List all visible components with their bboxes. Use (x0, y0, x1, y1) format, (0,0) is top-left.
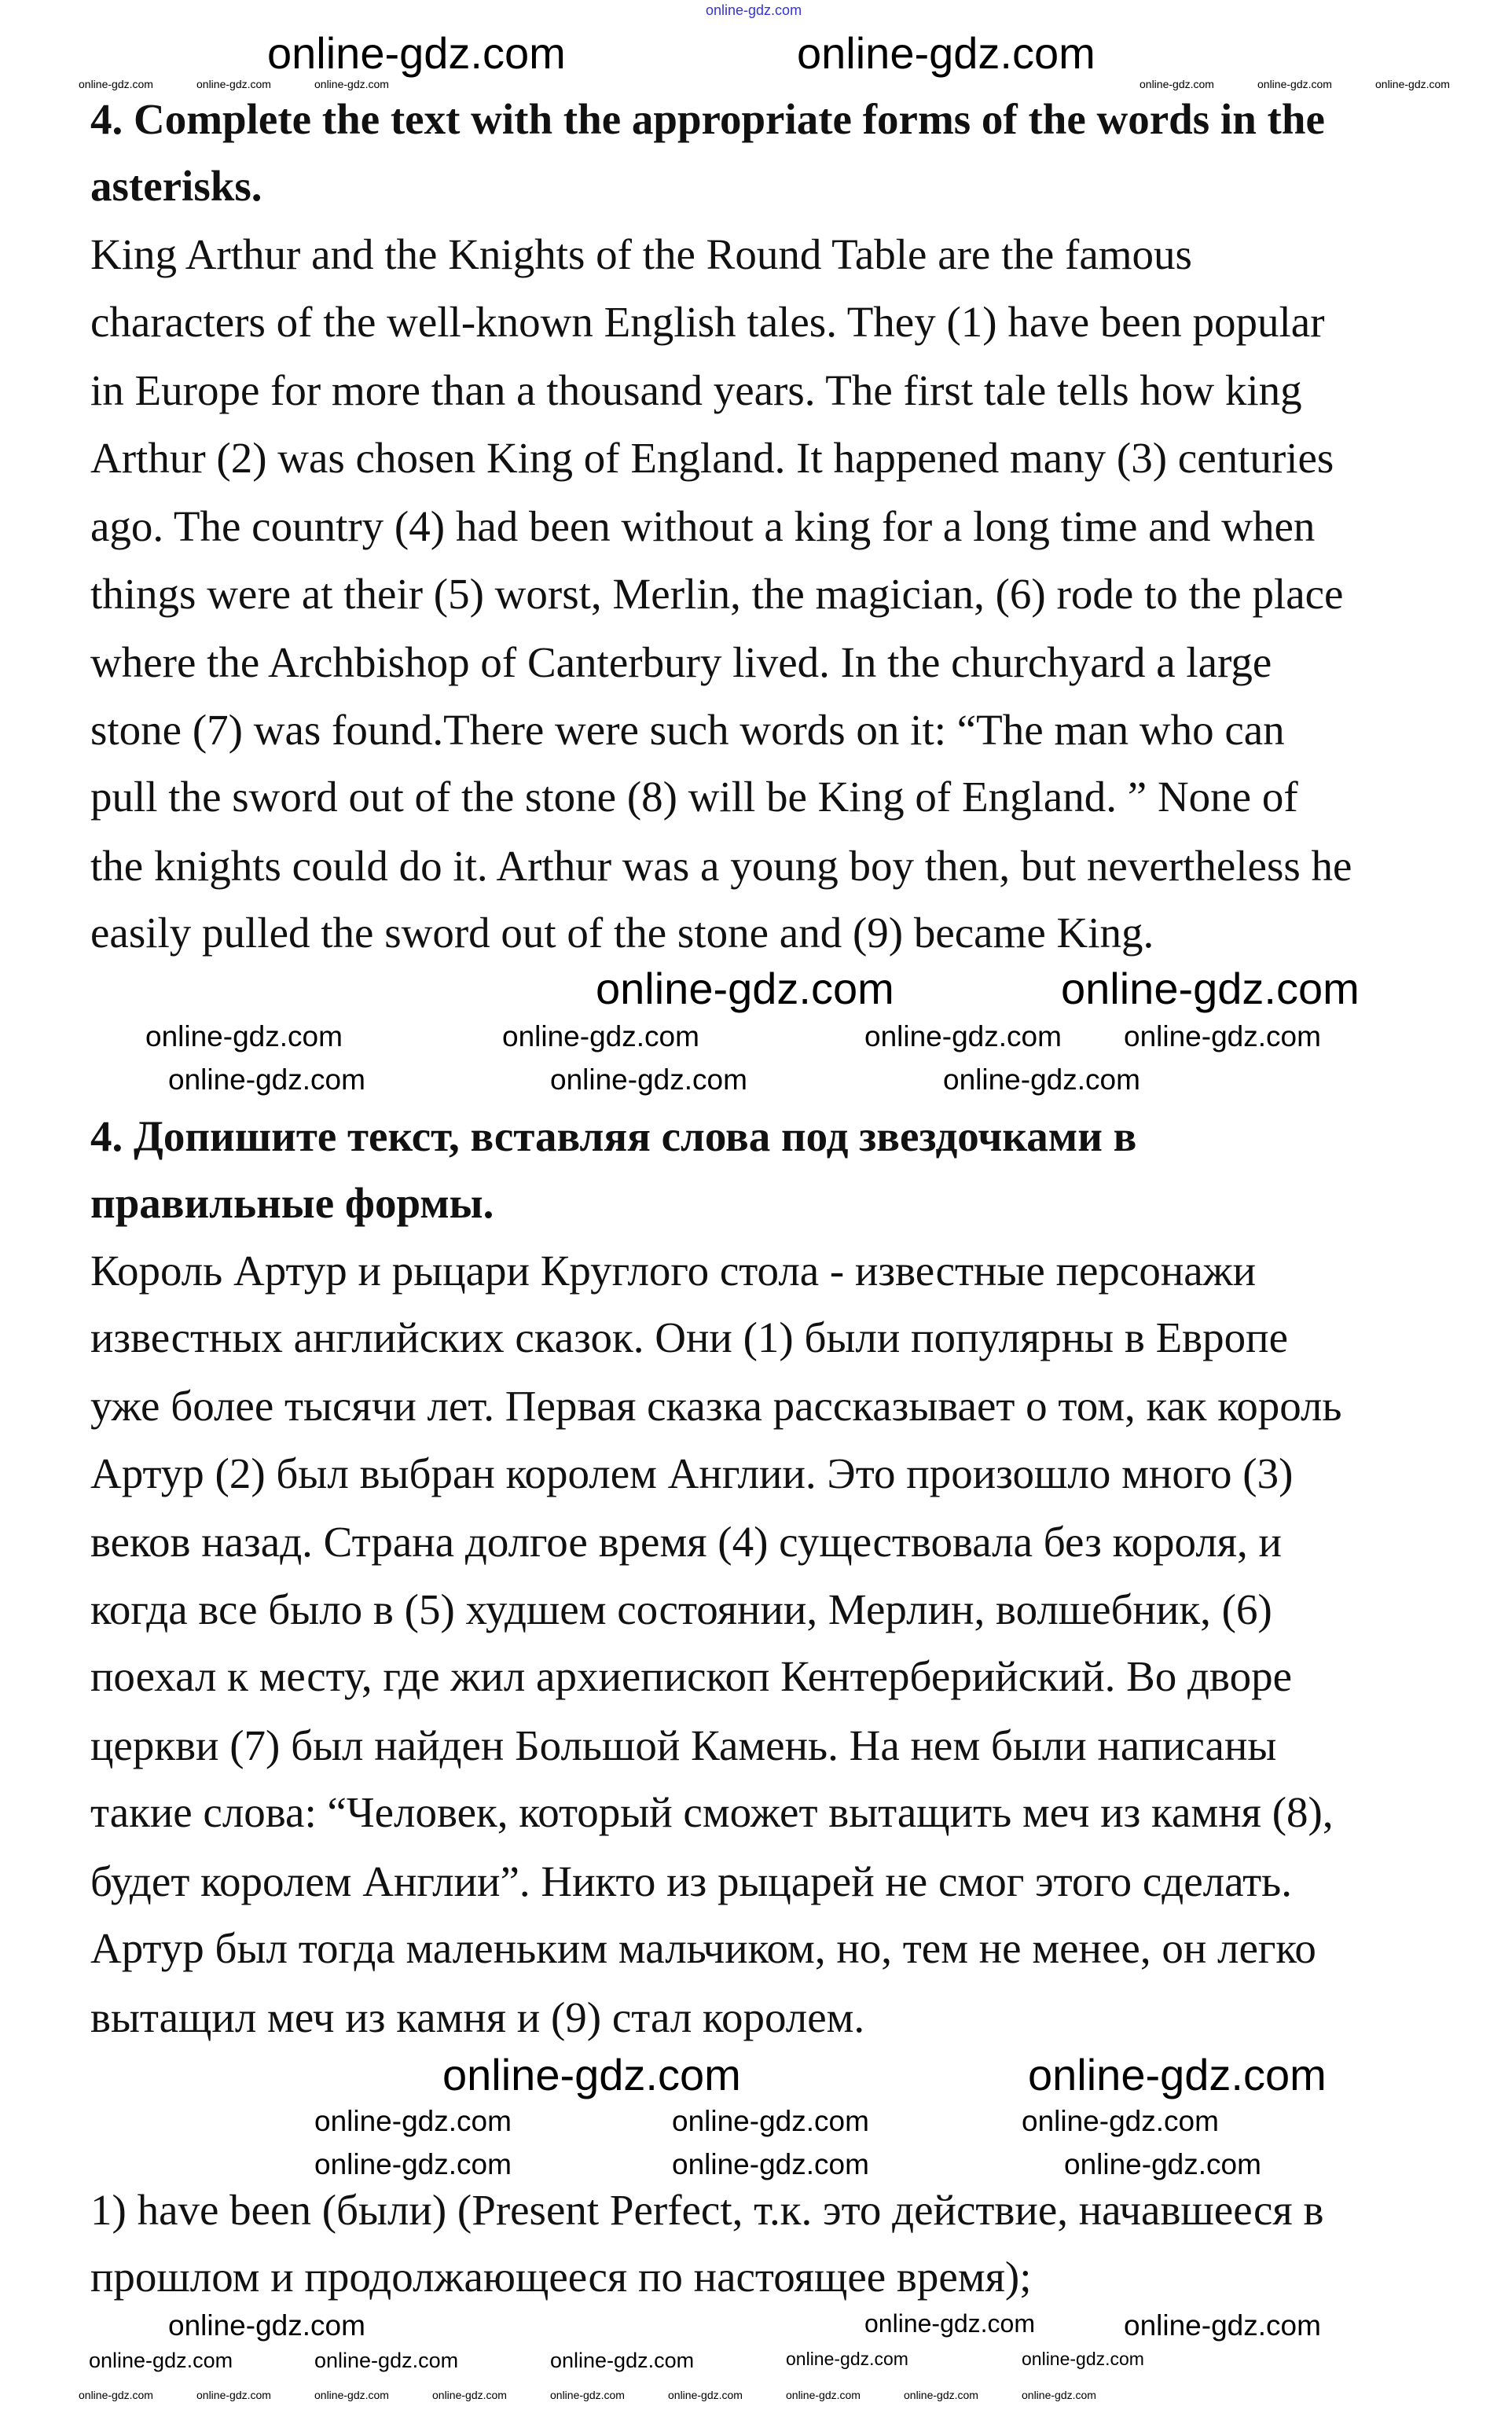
watermark: online-gdz.com (672, 2148, 869, 2180)
watermark: online-gdz.com (1061, 964, 1360, 1013)
watermark: online-gdz.com (672, 2105, 869, 2137)
watermark: online-gdz.com (1124, 2309, 1321, 2342)
text-line-en: the knights could do it. Arthur was a young boy then, but nevertheless he (90, 842, 1352, 890)
text-line-ru: вытащил меч из камня и (9) стал королем. (90, 1993, 865, 2041)
text-line-ru: когда все было в (5) худшем состоянии, Мерлин, волшебник, (6) (90, 1585, 1272, 1633)
watermark: online-gdz.com (314, 2105, 512, 2137)
watermark: online-gdz.com (1375, 78, 1450, 90)
watermark: online-gdz.com (168, 2309, 365, 2342)
text-line-en: Arthur (2) was chosen King of England. It happened many (3) centuries (90, 434, 1334, 482)
watermark: online-gdz.com (1022, 2349, 1144, 2369)
text-line-ru: уже более тысячи лет. Первая сказка рассказывает о том, как король (90, 1382, 1342, 1430)
watermark: online-gdz.com (314, 2148, 512, 2180)
watermark: online-gdz.com (89, 2349, 233, 2372)
text-line-ru: церкви (7) был найден Большой Камень. На нем были написаны (90, 1721, 1277, 1769)
watermark: online-gdz.com (442, 2050, 741, 2099)
watermark: online-gdz.com (550, 2349, 695, 2372)
text-line-ru: веков назад. Страна долгое время (4) существовала без короля, и (90, 1518, 1282, 1566)
text-line-en: pull the sword out of the stone (8) will be King of England. ” None of (90, 773, 1298, 821)
text-line-en: things were at their (5) worst, Merlin, the magician, (6) rode to the place (90, 570, 1344, 618)
text-line-ru: поехал к месту, где жил архиепископ Кентерберийский. Во дворе (90, 1652, 1293, 1700)
watermark: online-gdz.com (668, 2389, 743, 2401)
watermark: online-gdz.com (196, 2389, 271, 2401)
watermark: online-gdz.com (1140, 78, 1214, 90)
watermark: online-gdz.com (550, 1063, 747, 1096)
watermark: online-gdz.com (502, 1020, 699, 1052)
watermark: online-gdz.com (314, 2389, 389, 2401)
text-line-ru: будет королем Англии”. Никто из рыцарей не смог этого сделать. (90, 1857, 1292, 1905)
watermark: online-gdz.com (79, 2389, 153, 2401)
text-line-ru: известных английских сказок. Они (1) были популярны в Европе (90, 1313, 1288, 1361)
watermark: online-gdz.com (314, 78, 389, 90)
watermark: online-gdz.com (314, 2349, 459, 2372)
watermark: online-gdz.com (145, 1020, 343, 1052)
text-line-en: stone (7) was found.There were such words on it: “The man who can (90, 706, 1285, 754)
exercise-heading-en: asterisks. (90, 162, 262, 210)
watermark: online-gdz.com (267, 28, 566, 78)
watermark: online-gdz.com (864, 1020, 1062, 1052)
watermark: online-gdz.com (786, 2349, 908, 2369)
text-line-ru: Король Артур и рыцари Круглого стола - известные персонажи (90, 1247, 1257, 1295)
watermark: online-gdz.com (706, 2, 802, 18)
watermark: online-gdz.com (79, 78, 153, 90)
watermark: online-gdz.com (196, 78, 271, 90)
watermark: online-gdz.com (1022, 2389, 1096, 2401)
watermark: online-gdz.com (943, 1063, 1140, 1096)
watermark: online-gdz.com (1257, 78, 1332, 90)
exercise-heading-en: 4. Complete the text with the appropriate forms of the words in the (90, 95, 1325, 143)
text-line-ru: Артур был тогда маленьким мальчиком, но, тем не менее, он легко (90, 1924, 1316, 1972)
answer-line: 1) have been (были) (Present Perfect, т.к. это действие, начавшееся в (90, 2186, 1324, 2234)
watermark: online-gdz.com (904, 2389, 978, 2401)
watermark: online-gdz.com (1022, 2105, 1219, 2137)
exercise-heading-ru: правильные формы. (90, 1179, 494, 1227)
watermark: online-gdz.com (1124, 1020, 1321, 1052)
watermark: online-gdz.com (596, 964, 894, 1013)
text-line-en: characters of the well-known English tales. They (1) have been popular (90, 298, 1325, 346)
text-line-en: easily pulled the sword out of the stone and (9) became King. (90, 909, 1154, 957)
text-line-en: King Arthur and the Knights of the Round Table are the famous (90, 230, 1192, 278)
text-line-en: ago. The country (4) had been without a king for a long time and when (90, 502, 1316, 550)
watermark: online-gdz.com (432, 2389, 507, 2401)
watermark: online-gdz.com (550, 2389, 625, 2401)
text-line-en: in Europe for more than a thousand years. The first tale tells how king (90, 366, 1302, 414)
answer-line: прошлом и продолжающееся по настоящее время); (90, 2253, 1032, 2301)
watermark: online-gdz.com (797, 28, 1095, 78)
watermark: online-gdz.com (786, 2389, 861, 2401)
exercise-heading-ru: 4. Допишите текст, вставляя слова под звездочками в (90, 1112, 1137, 1160)
text-line-ru: такие слова: “Человек, который сможет вытащить меч из камня (8), (90, 1788, 1334, 1836)
text-line-en: where the Archbishop of Canterbury lived. In the churchyard a large (90, 638, 1272, 686)
watermark: online-gdz.com (864, 2309, 1035, 2338)
watermark: online-gdz.com (1028, 2050, 1327, 2099)
watermark: online-gdz.com (168, 1063, 365, 1096)
text-line-ru: Артур (2) был выбран королем Англии. Это произошло много (3) (90, 1449, 1294, 1497)
watermark: online-gdz.com (1064, 2148, 1261, 2180)
